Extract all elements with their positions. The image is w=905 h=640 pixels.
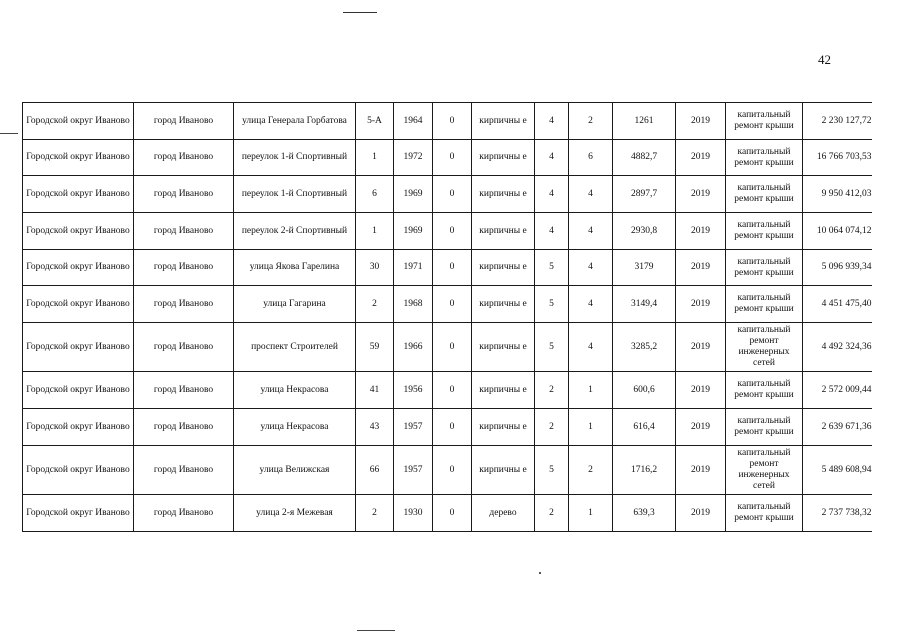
plan-year-cell: 2019 <box>676 323 726 372</box>
entrances-cell: 4 <box>569 323 613 372</box>
work-type-cell: капитальный ремонт крыши <box>726 495 803 532</box>
floors-cell: 4 <box>535 140 569 176</box>
build-year-cell: 1969 <box>394 176 433 213</box>
plan-year-cell: 2019 <box>676 176 726 213</box>
cost-cell: 5 096 939,34 <box>803 250 872 286</box>
work-type-cell: капитальный ремонт крыши <box>726 250 803 286</box>
city-cell: город Иваново <box>134 372 234 409</box>
floors-cell: 5 <box>535 323 569 372</box>
floors-cell: 4 <box>535 176 569 213</box>
entrances-cell: 2 <box>569 103 613 140</box>
work-type-cell: капитальный ремонт крыши <box>726 409 803 446</box>
floors-cell: 2 <box>535 409 569 446</box>
table-row <box>23 103 872 140</box>
district-cell: Городской округ Иваново <box>23 323 134 372</box>
zero-cell: 0 <box>433 103 472 140</box>
cost-cell: 2 639 671,36 <box>803 409 872 446</box>
area-cell: 3149,4 <box>613 286 676 323</box>
plan-year-cell: 2019 <box>676 446 726 495</box>
work-type-cell: капитальный ремонт крыши <box>726 372 803 409</box>
wall-material-cell: кирпичны е <box>472 372 535 409</box>
table-row <box>23 213 872 250</box>
entrances-cell: 1 <box>569 409 613 446</box>
district-cell: Городской округ Иваново <box>23 140 134 176</box>
table-row <box>23 409 872 446</box>
build-year-cell: 1971 <box>394 250 433 286</box>
house-number-cell: 1 <box>356 140 394 176</box>
district-cell: Городской округ Иваново <box>23 286 134 323</box>
house-number-cell: 5-А <box>356 103 394 140</box>
work-type-cell: капитальный ремонт крыши <box>726 140 803 176</box>
build-year-cell: 1957 <box>394 409 433 446</box>
floors-cell: 4 <box>535 213 569 250</box>
house-number-cell: 66 <box>356 446 394 495</box>
street-cell: переулок 2-й Спортивный <box>234 213 356 250</box>
floors-cell: 5 <box>535 250 569 286</box>
street-cell: проспект Строителей <box>234 323 356 372</box>
cost-cell: 2 737 738,32 <box>803 495 872 532</box>
cost-cell: 4 451 475,40 <box>803 286 872 323</box>
build-year-cell: 1972 <box>394 140 433 176</box>
table-row <box>23 176 872 213</box>
city-cell: город Иваново <box>134 250 234 286</box>
district-cell: Городской округ Иваново <box>23 372 134 409</box>
zero-cell: 0 <box>433 323 472 372</box>
area-cell: 2930,8 <box>613 213 676 250</box>
street-cell: улица 2-я Межевая <box>234 495 356 532</box>
zero-cell: 0 <box>433 176 472 213</box>
table-row <box>23 372 872 409</box>
scan-dot <box>539 572 541 574</box>
area-cell: 600,6 <box>613 372 676 409</box>
cost-cell: 16 766 703,53 <box>803 140 872 176</box>
area-cell: 639,3 <box>613 495 676 532</box>
city-cell: город Иваново <box>134 323 234 372</box>
wall-material-cell: кирпичны е <box>472 286 535 323</box>
cost-cell: 2 572 009,44 <box>803 372 872 409</box>
wall-material-cell: кирпичны е <box>472 409 535 446</box>
city-cell: город Иваново <box>134 213 234 250</box>
work-type-cell: капитальный ремонт крыши <box>726 176 803 213</box>
build-year-cell: 1956 <box>394 372 433 409</box>
plan-year-cell: 2019 <box>676 495 726 532</box>
table-row <box>23 250 872 286</box>
plan-year-cell: 2019 <box>676 103 726 140</box>
wall-material-cell: кирпичны е <box>472 140 535 176</box>
street-cell: улица Генерала Горбатова <box>234 103 356 140</box>
district-cell: Городской округ Иваново <box>23 446 134 495</box>
floors-cell: 2 <box>535 372 569 409</box>
work-type-cell: капитальный ремонт крыши <box>726 103 803 140</box>
table-row <box>23 323 872 372</box>
work-type-cell: капитальный ремонт крыши <box>726 286 803 323</box>
area-cell: 3179 <box>613 250 676 286</box>
build-year-cell: 1957 <box>394 446 433 495</box>
house-number-cell: 1 <box>356 213 394 250</box>
district-cell: Городской округ Иваново <box>23 250 134 286</box>
table-row <box>23 140 872 176</box>
plan-year-cell: 2019 <box>676 213 726 250</box>
entrances-cell: 4 <box>569 250 613 286</box>
wall-material-cell: кирпичны е <box>472 103 535 140</box>
cost-cell: 9 950 412,03 <box>803 176 872 213</box>
page-number: 42 <box>818 52 831 67</box>
work-type-cell: капитальный ремонт крыши <box>726 213 803 250</box>
street-cell: переулок 1-й Спортивный <box>234 176 356 213</box>
street-cell: улица Якова Гарелина <box>234 250 356 286</box>
city-cell: город Иваново <box>134 495 234 532</box>
city-cell: город Иваново <box>134 140 234 176</box>
street-cell: улица Некрасова <box>234 409 356 446</box>
city-cell: город Иваново <box>134 286 234 323</box>
district-cell: Городской округ Иваново <box>23 213 134 250</box>
table-row <box>23 495 872 532</box>
entrances-cell: 1 <box>569 372 613 409</box>
house-number-cell: 59 <box>356 323 394 372</box>
build-year-cell: 1930 <box>394 495 433 532</box>
street-cell: улица Велижская <box>234 446 356 495</box>
zero-cell: 0 <box>433 140 472 176</box>
street-cell: улица Некрасова <box>234 372 356 409</box>
cost-cell: 5 489 608,94 <box>803 446 872 495</box>
house-number-cell: 6 <box>356 176 394 213</box>
cost-cell: 10 064 074,12 <box>803 213 872 250</box>
house-number-cell: 30 <box>356 250 394 286</box>
wall-material-cell: кирпичны е <box>472 213 535 250</box>
entrances-cell: 2 <box>569 446 613 495</box>
zero-cell: 0 <box>433 286 472 323</box>
housing-repair-table <box>22 102 872 532</box>
table-row <box>23 286 872 323</box>
work-type-cell: капитальный ремонт инженерных сетей <box>726 323 803 372</box>
cost-cell: 2 230 127,72 <box>803 103 872 140</box>
zero-cell: 0 <box>433 409 472 446</box>
area-cell: 616,4 <box>613 409 676 446</box>
area-cell: 4882,7 <box>613 140 676 176</box>
district-cell: Городской округ Иваново <box>23 103 134 140</box>
area-cell: 1261 <box>613 103 676 140</box>
area-cell: 3285,2 <box>613 323 676 372</box>
plan-year-cell: 2019 <box>676 250 726 286</box>
scan-mark-top <box>343 12 377 13</box>
entrances-cell: 4 <box>569 286 613 323</box>
build-year-cell: 1968 <box>394 286 433 323</box>
scan-mark-left <box>0 133 18 134</box>
build-year-cell: 1966 <box>394 323 433 372</box>
floors-cell: 5 <box>535 446 569 495</box>
zero-cell: 0 <box>433 250 472 286</box>
district-cell: Городской округ Иваново <box>23 176 134 213</box>
house-number-cell: 41 <box>356 372 394 409</box>
street-cell: улица Гагарина <box>234 286 356 323</box>
floors-cell: 2 <box>535 495 569 532</box>
plan-year-cell: 2019 <box>676 286 726 323</box>
street-cell: переулок 1-й Спортивный <box>234 140 356 176</box>
table-row <box>23 446 872 495</box>
build-year-cell: 1969 <box>394 213 433 250</box>
house-number-cell: 43 <box>356 409 394 446</box>
wall-material-cell: кирпичны е <box>472 446 535 495</box>
cost-cell: 4 492 324,36 <box>803 323 872 372</box>
city-cell: город Иваново <box>134 176 234 213</box>
scan-mark-bottom <box>357 630 395 631</box>
wall-material-cell: дерево <box>472 495 535 532</box>
city-cell: город Иваново <box>134 409 234 446</box>
zero-cell: 0 <box>433 446 472 495</box>
plan-year-cell: 2019 <box>676 409 726 446</box>
work-type-cell: капитальный ремонт инженерных сетей <box>726 446 803 495</box>
area-cell: 1716,2 <box>613 446 676 495</box>
build-year-cell: 1964 <box>394 103 433 140</box>
floors-cell: 4 <box>535 103 569 140</box>
entrances-cell: 1 <box>569 495 613 532</box>
plan-year-cell: 2019 <box>676 372 726 409</box>
district-cell: Городской округ Иваново <box>23 409 134 446</box>
wall-material-cell: кирпичны е <box>472 250 535 286</box>
city-cell: город Иваново <box>134 103 234 140</box>
zero-cell: 0 <box>433 213 472 250</box>
city-cell: город Иваново <box>134 446 234 495</box>
entrances-cell: 4 <box>569 176 613 213</box>
plan-year-cell: 2019 <box>676 140 726 176</box>
wall-material-cell: кирпичны е <box>472 176 535 213</box>
entrances-cell: 6 <box>569 140 613 176</box>
table-body <box>23 103 872 532</box>
district-cell: Городской округ Иваново <box>23 495 134 532</box>
wall-material-cell: кирпичны е <box>472 323 535 372</box>
zero-cell: 0 <box>433 495 472 532</box>
entrances-cell: 4 <box>569 213 613 250</box>
house-number-cell: 2 <box>356 495 394 532</box>
house-number-cell: 2 <box>356 286 394 323</box>
zero-cell: 0 <box>433 372 472 409</box>
floors-cell: 5 <box>535 286 569 323</box>
area-cell: 2897,7 <box>613 176 676 213</box>
